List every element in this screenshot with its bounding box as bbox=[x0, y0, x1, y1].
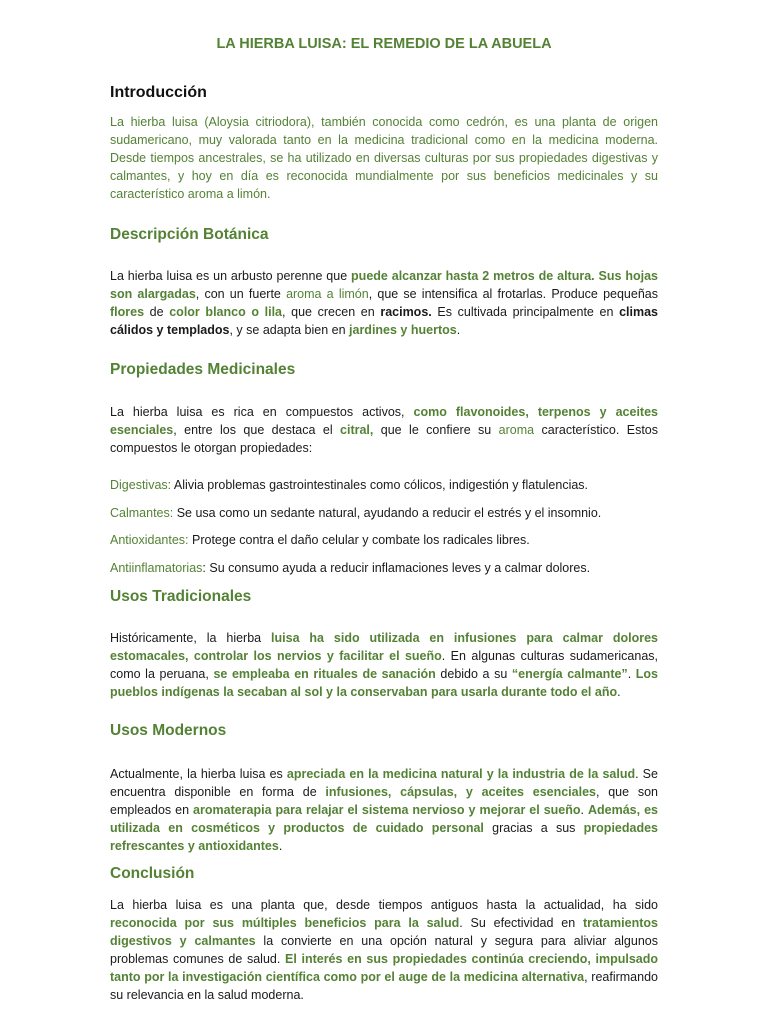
property-item-antioxidantes: Antioxidantes: Protege contra el daño celular y combate los radicales libres. bbox=[110, 533, 530, 547]
paragraph-usos-modernos: Actualmente, la hierba luisa es apreciada en la medicina natural y la industria de la salud. Se encuentra disponible en forma de infusiones, cápsulas, y aceites esenciales, que son empleados en aromaterapia para relajar el sistema nervioso y mejorar el sueño. Además, es utilizada en cosméticos y productos de cuidado personal gracias a sus propiedades refrescantes y antioxidantes. bbox=[110, 767, 658, 853]
paragraph-introduccion: La hierba luisa (Aloysia citriodora), también conocida como cedrón, es una planta de origen sudamericano, muy valorada tanto en la medicina tradicional como en la medicina moderna. Desde tiempos ancestrales, se ha utilizado en diversas culturas por sus propiedades digestivas y calmantes, y hoy en día es reconocida mundialmente por sus beneficios medicinales y su característico aroma a limón. bbox=[110, 115, 658, 201]
paragraph-descripcion-botanica: La hierba luisa es un arbusto perenne que puede alcanzar hasta 2 metros de altura. Sus hojas son alargadas, con un fuerte aroma a limón, que se intensifica al frotarlas. Produce pequeñas flores de color blanco o lila, que crecen en racimos. Es cultivada principalmente en climas cálidos y templados, y se adapta bien en jardines y huertos. bbox=[110, 269, 658, 337]
property-item-digestivas: Digestivas: Alivia problemas gastrointestinales como cólicos, indigestión y flatulencias. bbox=[110, 478, 589, 492]
heading-usos-tradicionales: Usos Tradicionales bbox=[110, 588, 252, 605]
property-item-antiinflamatorias: Antiinflamatorias: Su consumo ayuda a reducir inflamaciones leves y a calmar dolores. bbox=[110, 561, 591, 575]
heading-introduccion: Introducción bbox=[110, 84, 207, 101]
paragraph-propiedades-medicinales: La hierba luisa es rica en compuestos activos, como flavonoides, terpenos y aceites esenciales, entre los que destaca el citral, que le confiere su aroma característico. Estos compuestos le otorgan propiedades: bbox=[110, 405, 658, 455]
heading-propiedades-medicinales: Propiedades Medicinales bbox=[110, 361, 296, 378]
paragraph-conclusion: La hierba luisa es una planta que, desde tiempos antiguos hasta la actualidad, ha sido reconocida por sus múltiples beneficios para la salud. Su efectividad en tratamientos digestivos y calmantes la convierte en una opción natural y segura para aliviar algunos problemas comunes de salud. El interés en sus propiedades continúa creciendo, impulsado tanto por la investigación científica como por el auge de la medicina alternativa, reafirmando su relevancia en la salud moderna. bbox=[110, 898, 658, 1002]
heading-usos-modernos: Usos Modernos bbox=[110, 722, 227, 739]
heading-descripcion-botanica: Descripción Botánica bbox=[110, 226, 269, 243]
property-item-calmantes: Calmantes: Se usa como un sedante natural, ayudando a reducir el estrés y el insomnio. bbox=[110, 506, 602, 520]
document-title: LA HIERBA LUISA: EL REMEDIO DE LA ABUELA bbox=[216, 36, 552, 52]
paragraph-usos-tradicionales: Históricamente, la hierba luisa ha sido utilizada en infusiones para calmar dolores estomacales, controlar los nervios y facilitar el sueño. En algunas culturas sudamericanas, como la peruana, se empleaba en rituales de sanación debido a su “energía calmante”. Los pueblos indígenas la secaban al sol y la conservaban para usarla durante todo el año. bbox=[110, 631, 658, 699]
heading-conclusion: Conclusión bbox=[110, 865, 195, 882]
